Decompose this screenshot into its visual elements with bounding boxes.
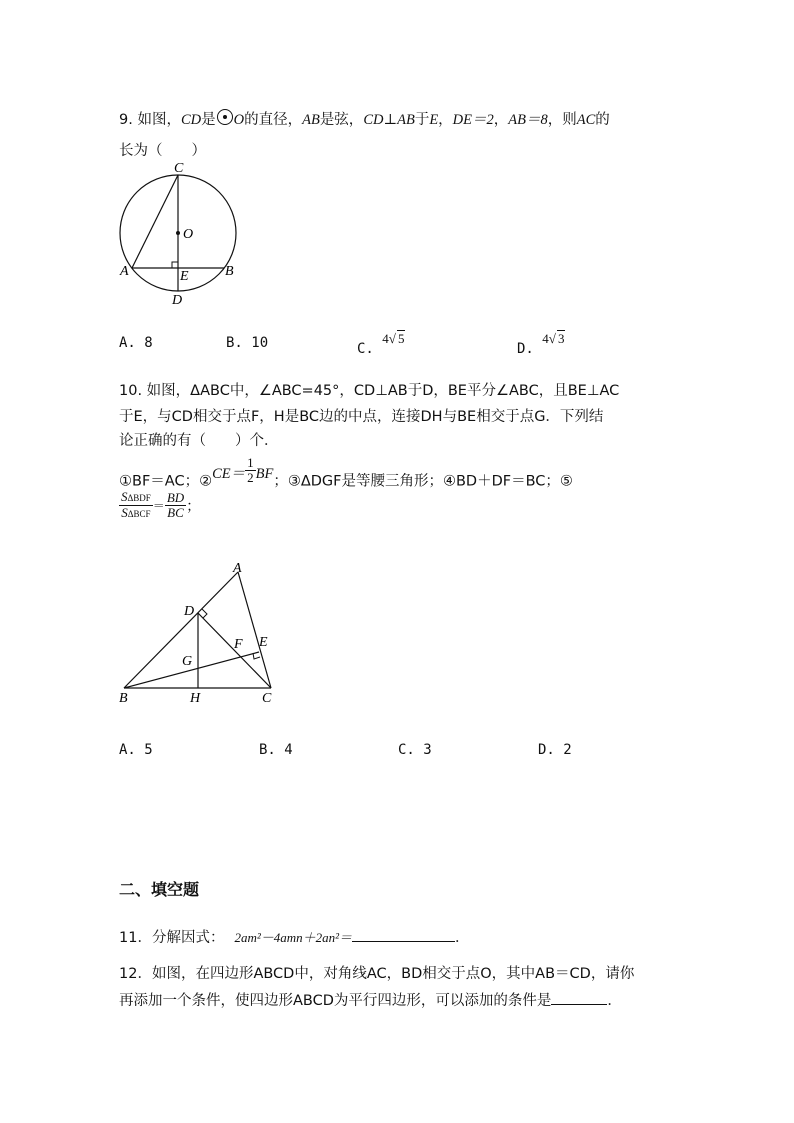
statement-1: ①BF＝AC；② xyxy=(119,473,213,490)
equals: ＝ xyxy=(152,499,165,513)
q11-end: ． xyxy=(455,930,470,946)
frac-den: 2 xyxy=(247,470,254,485)
right-angle-mark xyxy=(172,262,178,268)
label-g: G xyxy=(182,654,193,669)
q9-is: 是 xyxy=(201,112,216,128)
semicolon: ； xyxy=(186,499,201,515)
label-d: D xyxy=(184,604,195,619)
q11-line xyxy=(119,926,470,947)
q9-comma1: ， xyxy=(438,112,453,128)
q9-option-d[interactable] xyxy=(517,330,565,357)
s-num: S xyxy=(121,489,128,504)
statement-2-bf: BF xyxy=(255,466,274,482)
q12-line2-text: 再添加一个条件，使四边形ABCD为平行四边形，可以添加的条件是 xyxy=(119,993,552,1009)
option-d-prefix: D. xyxy=(517,341,543,357)
q9-at: 于 xyxy=(414,112,430,128)
area-den xyxy=(119,506,153,521)
circle-dot-icon xyxy=(217,109,233,125)
q12-answer-blank[interactable] xyxy=(551,990,607,1005)
q9-figure xyxy=(110,158,250,308)
q9-ac: AC xyxy=(576,112,596,128)
q10-statements xyxy=(119,456,573,491)
q9-number: 9. 如图， xyxy=(119,112,181,128)
label-b: B xyxy=(225,264,234,279)
q10-line2: 于E，与CD相交于点F，H是BC边的中点，连接DH与BE相交于点G．下列结 xyxy=(119,409,604,425)
frac-num: 1 xyxy=(247,455,254,470)
q9-comma2: ， xyxy=(493,112,509,128)
q9-option-b[interactable]: B. 10 xyxy=(226,335,269,351)
q10-option-d[interactable]: D. 2 xyxy=(538,742,572,758)
area-ratio xyxy=(119,490,153,521)
q9-option-c[interactable] xyxy=(357,330,405,357)
radicand-d: 3 xyxy=(557,331,565,346)
q9-chord: 是弦， xyxy=(319,112,364,128)
q12-end: ． xyxy=(607,993,622,1009)
q9-line1 xyxy=(119,108,610,129)
q9-of: 的 xyxy=(595,112,610,128)
right-angle-d xyxy=(202,609,207,618)
statement-2-ce: CE＝ xyxy=(212,466,246,482)
s-den: S xyxy=(121,505,128,520)
q10-option-c[interactable]: C. 3 xyxy=(398,742,432,758)
q9-de: DE＝2 xyxy=(452,112,494,128)
q9-perp: CD⊥AB xyxy=(363,112,415,128)
label-f: F xyxy=(234,637,243,652)
q9-ab: AB xyxy=(302,112,320,128)
s-num-sub: ΔBDF xyxy=(127,493,151,503)
q9-ab8: AB＝8 xyxy=(508,112,548,128)
q9-diameter: 的直径， xyxy=(244,112,303,128)
label-d: D xyxy=(172,293,183,308)
radicand-c: 5 xyxy=(397,331,405,346)
q10-line3: 论正确的有（ ）个． xyxy=(119,433,279,449)
q10-option-a[interactable]: A. 5 xyxy=(119,742,153,758)
label-c: C xyxy=(174,161,184,176)
label-b: B xyxy=(119,691,128,706)
q11-label: 11．分解因式： xyxy=(119,930,225,946)
ratio-num: BD xyxy=(166,490,185,505)
label-o: O xyxy=(183,227,194,242)
s-den-sub: ΔBCF xyxy=(127,509,151,519)
q9-cd: CD xyxy=(180,112,202,128)
side-ab xyxy=(124,572,238,688)
q11-expression: 2am²－4amn＋2an²＝ xyxy=(234,930,353,945)
sqrt-expr-c xyxy=(382,330,405,347)
q12-line2 xyxy=(119,989,622,1010)
q12-line1: 12．如图，在四边形ABCD中，对角线AC，BD相交于点O，其中AB＝CD，请你 xyxy=(119,966,635,982)
option-c-prefix: C. xyxy=(357,341,383,357)
center-dot xyxy=(176,231,180,235)
side-ratio xyxy=(165,491,186,520)
segment-ac xyxy=(132,175,178,268)
fraction-half xyxy=(245,456,256,485)
q9-circle-o: O xyxy=(233,112,245,128)
q9-then: ，则 xyxy=(547,112,577,128)
area-num xyxy=(119,490,153,506)
section-title: 二、填空题 xyxy=(119,880,200,899)
q9-line2: 长为（ ） xyxy=(119,143,206,159)
label-e: E xyxy=(180,269,189,284)
ratio-den: BC xyxy=(167,505,184,520)
q10-option-b[interactable]: B. 4 xyxy=(259,742,293,758)
label-a: A xyxy=(233,561,242,576)
label-c: C xyxy=(262,691,272,706)
q11-answer-blank[interactable] xyxy=(352,927,455,942)
label-a: A xyxy=(120,264,129,279)
sqrt-icon: √ xyxy=(388,331,396,346)
coef-c: 4 xyxy=(382,331,389,346)
q9-option-a[interactable]: A. 8 xyxy=(119,335,153,351)
coef-d: 4 xyxy=(542,331,549,346)
sqrt-expr-d xyxy=(542,330,565,347)
statement-5 xyxy=(119,490,201,521)
q10-line1: 10. 如图，ΔABC中，∠ABC=45°，CD⊥AB于D，BE平分∠ABC，且BE⊥AC xyxy=(119,383,620,399)
statement-3-4: ；③ΔDGF是等腰三角形；④BD＋DF＝BC；⑤ xyxy=(273,473,573,490)
sqrt-icon: √ xyxy=(548,331,556,346)
q9-e: E xyxy=(429,112,439,128)
label-e: E xyxy=(259,635,268,650)
q10-figure xyxy=(112,558,292,708)
label-h: H xyxy=(190,691,201,706)
